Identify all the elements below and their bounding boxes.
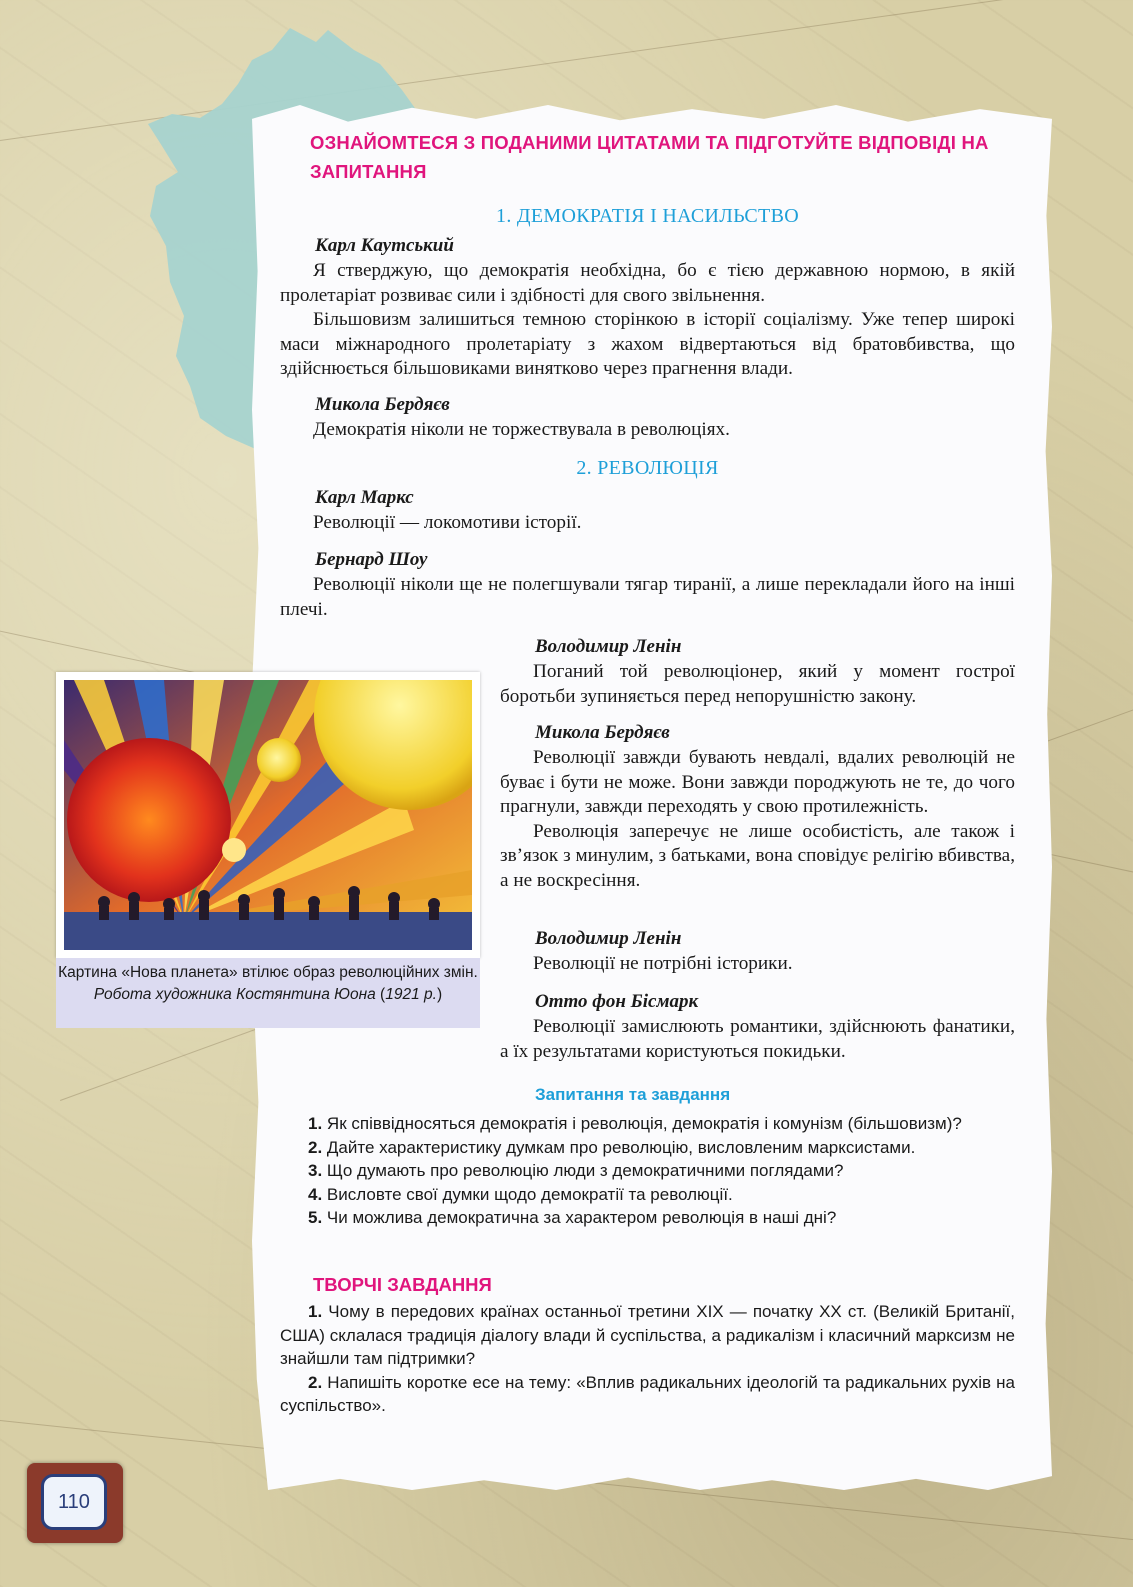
caption-text: Картина «Нова планета» втілює образ революційних змін. (58, 964, 478, 981)
quote-text: Я стверджую, що демократія необхідна, бо є тією державною нормою, в якій пролетаріат розвиває сили і здібності для свого звільнення. (280, 260, 1015, 306)
question-item (280, 1136, 1015, 1160)
questions-title: Запитання та завдання (535, 1085, 731, 1104)
task-number: 1. (308, 1302, 323, 1321)
quote-author: Карл Каутський (315, 235, 454, 256)
section-2-title: 2. РЕВОЛЮЦІЯ (576, 457, 719, 479)
question-number: 4. (308, 1184, 323, 1204)
task-item (280, 1371, 1015, 1418)
question-text: Дайте характеристику думкам про революцію, висловленим марксистами. (326, 1137, 916, 1157)
question-number: 2. (308, 1137, 323, 1157)
section-1-title: 1. ДЕМОКРАТІЯ І НАСИЛЬСТВО (496, 205, 799, 227)
question-item (280, 1112, 1015, 1136)
painting-frame (56, 672, 480, 958)
quote-text: Революції завжди бувають невдалі, вдалих революцій не буває і бути не може. Вони завжди породжують не те, до чого прагнули, завжди переходять у свою протилежність. (500, 747, 1015, 817)
question-text: Як співвідносяться демократія і революція, демократія і комунізм (більшовизм)? (326, 1114, 962, 1133)
quote-author: Володимир Ленін (535, 928, 682, 949)
quote-author: Микола Бердяєв (535, 722, 670, 743)
quote-text: Революції — локомотиви історії. (313, 512, 582, 533)
creative-tasks-list (280, 1300, 1015, 1418)
caption-paren-open: ( (375, 986, 386, 1003)
caption-author: Робота художника Костянтина Юона (93, 986, 376, 1003)
caption-year: 1921 р. (385, 986, 437, 1003)
quote-text: Революції замислюють романтики, здійснюють фанатики, а їх результатами користуються покидьки. (500, 1016, 1015, 1062)
quote-text: Революція заперечує не лише особистість, але також і зв’язок з минулим, з батьками, вона сповідує релігію вбивства, а не воскресіння. (500, 820, 1015, 891)
question-text: Чи можлива демократична за характером революція в наші дні? (326, 1208, 837, 1228)
question-item (280, 1206, 1015, 1230)
quote-author: Отто фон Бісмарк (535, 991, 699, 1012)
question-text: Що думають про революцію люди з демократичними поглядами? (326, 1161, 844, 1181)
task-text: Напишіть коротке есе на тему: «Вплив радикальних ідеологій та радикальних рухів на суспільство». (280, 1372, 1015, 1416)
questions-list (280, 1112, 1015, 1230)
quote-text: Поганий той революціонер, який у момент гострої боротьби зупиняється перед непорушністю закону. (500, 661, 1015, 707)
question-number: 3. (308, 1161, 323, 1181)
quote-author: Карл Маркс (315, 487, 414, 508)
page-number-badge (27, 1463, 123, 1543)
task-text: Чому в передових країнах останньої третини XIX — початку XX ст. (Великій Британії, США) склалася традиція діалогу влади й суспільства, а радикалізм і класичний марксизм не знайшли там підтримки? (280, 1302, 1015, 1369)
creative-tasks-title: ТВОРЧІ ЗАВДАННЯ (313, 1274, 492, 1295)
quote-text: Більшовизм залишиться темною сторінкою в історії соціалізму. Уже тепер широкі маси міжнародного пролетаріату з жахом відвертаються від братовбивства, що здійснюється більшовиками винятково через прагнення влади. (280, 309, 1015, 379)
question-number: 5. (308, 1208, 323, 1228)
quote-author: Володимир Ленін (535, 636, 682, 657)
task-number: 2. (308, 1372, 323, 1392)
painting-caption (56, 958, 480, 1028)
intro-heading: ОЗНАЙОМТЕСЯ З ПОДАНИМИ ЦИТАТАМИ ТА ПІДГОТУЙТЕ ВІДПОВІДІ НА ЗАПИТАННЯ (310, 132, 989, 182)
question-number: 1. (308, 1114, 323, 1133)
page-number: 110 (41, 1474, 107, 1530)
question-item (280, 1183, 1015, 1207)
painting-new-planet-image (64, 680, 472, 950)
task-item (280, 1300, 1015, 1371)
caption-paren-close: ) (436, 986, 443, 1003)
quote-author: Микола Бердяєв (315, 394, 450, 415)
quote-text: Революції ніколи ще не полегшували тягар тиранії, а лише перекладали його на інші плечі. (280, 574, 1015, 620)
question-item (280, 1159, 1015, 1183)
quote-text: Революції не потрібні історики. (533, 953, 793, 974)
question-text: Висловте свої думки щодо демократії та революції. (326, 1184, 733, 1204)
quote-text: Демократія ніколи не торжествувала в революціях. (313, 419, 730, 440)
quote-author: Бернард Шоу (315, 549, 428, 570)
